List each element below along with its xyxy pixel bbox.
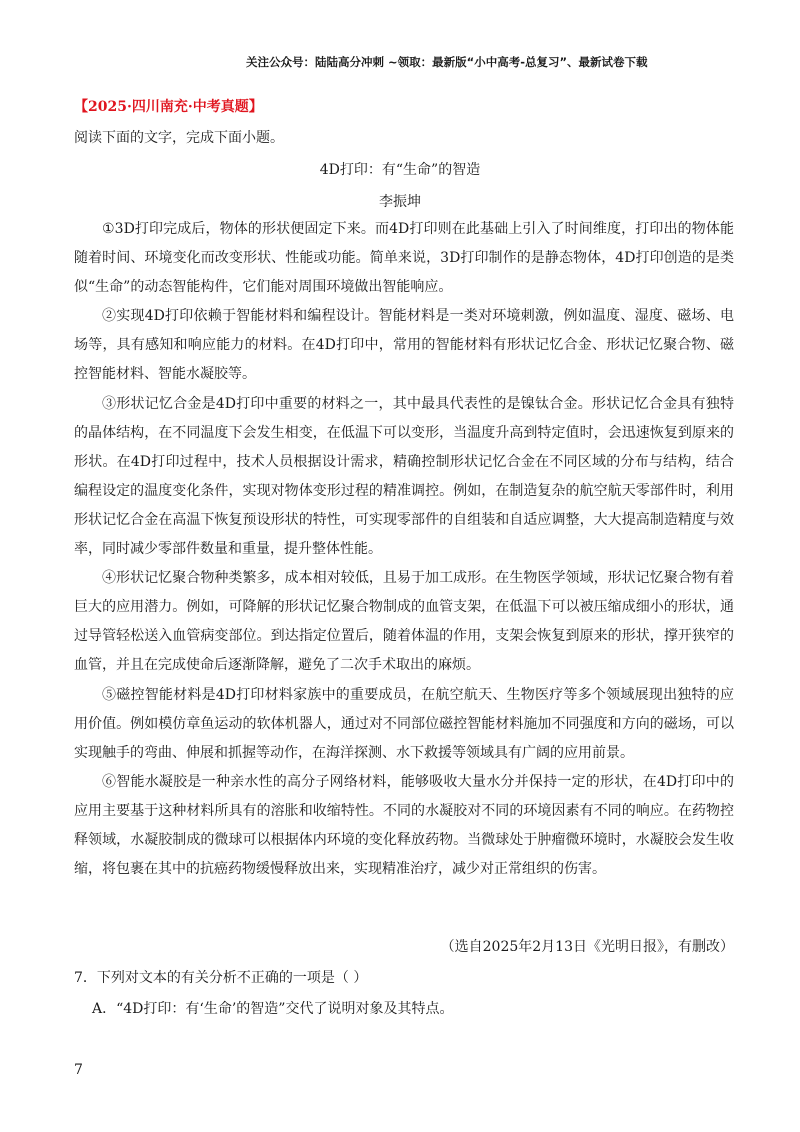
paragraph-4: ④形状记忆聚合物种类繁多，成本相对较低，且易于加工成形。在生物医学领域，形状记忆聚合物有着巨大的应用潜力。例如，可降解的形状记忆聚合物制成的血管支架，在低温下可以被压缩成细小的形状，通过导管轻松送入血管病变部位。到达指定位置后，随着体温的作用，支架会恢复到原来的形状，撑开狭窄的血管，并且在完成使命后逐渐降解，避免了二次手术取出的麻烦。 bbox=[74, 570, 734, 674]
article-title: 4D打印：有“生命”的智造 bbox=[319, 162, 481, 178]
paragraph-1: ①3D打印完成后，物体的形状便固定下来。而4D打印则在此基础上引入了时间维度，打印出的物体能随着时间、环境变化而改变形状、性能或功能。简单来说，3D打印制作的是静态物体，4D打印创造的是类似“生命”的动态智能构件，它们能对周围环境做出智能响应。 bbox=[74, 221, 734, 296]
paragraph-3: ③形状记忆合金是4D打印中重要的材料之一，其中最具代表性的是镍钛合金。形状记忆合金具有独特的晶体结构，在不同温度下会发生相变，在低温下可以变形，当温度升高到特定值时，会迅速恢复到原来的形状。在4D打印过程中，技术人员根据设计需求，精确控制形状记忆合金在不同区域的分布与结构，结合编程设定的温度变化条件，实现对物体变形过程的精准调控。例如，在制造复杂的航空航天零部件时，利用形状记忆合金在高温下恢复预设形状的特性，可实现零部件的自组装和自适应调整，大大提高制造精度与效率，同时减少零部件数量和重量，提升整体性能。 bbox=[74, 395, 734, 558]
question-stem: 7．下列对文本的有关分析不正确的一项是（ ） bbox=[74, 970, 368, 986]
article-author: 李振坤 bbox=[379, 194, 421, 210]
header-promo-note: 关注公众号：陆陆高分冲刺 ~领取：最新版“小中高考-总复习”、最新试卷下载 bbox=[246, 55, 648, 69]
page-number: 7 bbox=[74, 1062, 83, 1078]
article-body bbox=[74, 215, 734, 884]
option-a: A．“4D打印：有‘生命’的智造”交代了说明对象及其特点。 bbox=[92, 1001, 454, 1017]
source-tag: 【2025·四川南充·中考真题】 bbox=[74, 99, 263, 115]
paragraph-6: ⑥智能水凝胶是一种亲水性的高分子网络材料，能够吸收大量水分并保持一定的形状，在4D打印中的应用主要基于这种材料所具有的溶胀和收缩特性。不同的水凝胶对不同的环境因素有不同的响应。在药物控释领域，水凝胶制成的微球可以根据体内环境的变化释放药物。当微球处于肿瘤微环境时，水凝胶会发生收缩，将包裹在其中的抗癌药物缓慢释放出来，实现精准治疗，减少对正常组织的伤害。 bbox=[74, 773, 734, 878]
paragraph-2: ②实现4D打印依赖于智能材料和编程设计。智能材料是一类对环境刺激，例如温度、湿度、磁场、电场等，具有感知和响应能力的材料。在4D打印中，常用的智能材料有形状记忆合金、形状记忆聚合物、磁控智能材料、智能水凝胶等。 bbox=[74, 308, 734, 383]
paragraph-5: ⑤磁控智能材料是4D打印材料家族中的重要成员，在航空航天、生物医疗等多个领域展现出独特的应用价值。例如模仿章鱼运动的软体机器人，通过对不同部位磁控智能材料施加不同强度和方向的磁场，可以实现触手的弯曲、伸展和抓握等动作，在海洋探测、水下救援等领域具有广阔的应用前景。 bbox=[74, 686, 734, 761]
reading-instruction: 阅读下面的文字，完成下面小题。 bbox=[74, 130, 284, 146]
article-citation: （选自2025年2月13日《光明日报》，有删改） bbox=[440, 939, 734, 955]
